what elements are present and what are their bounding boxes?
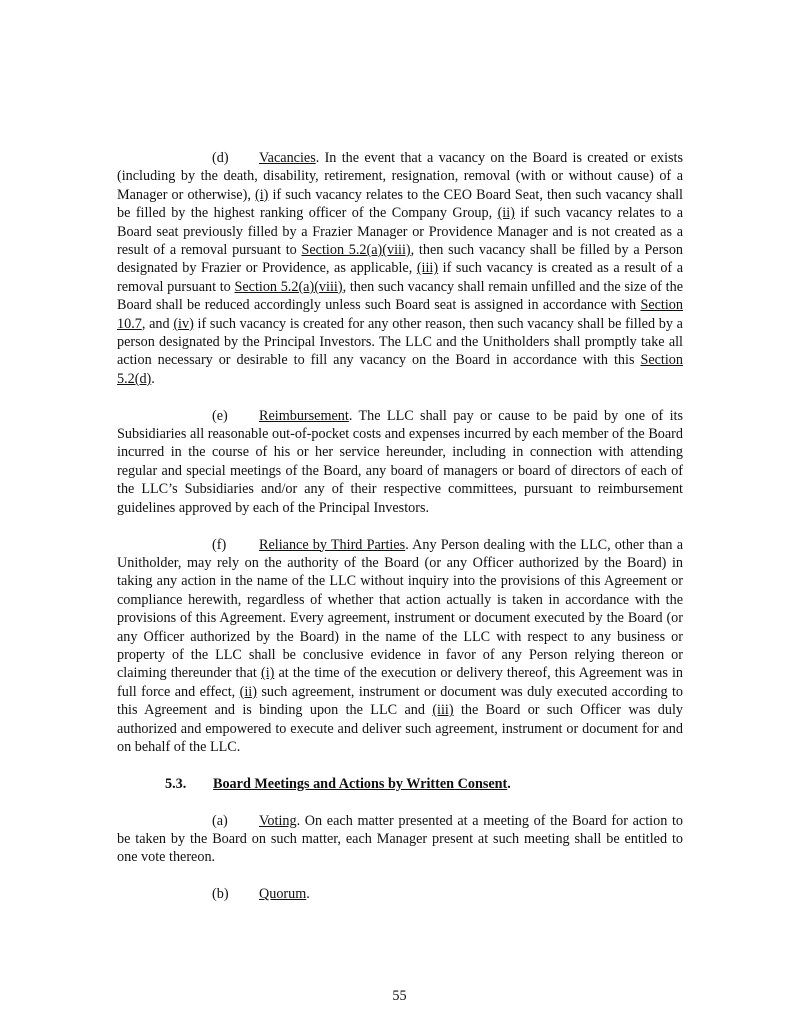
clause-marker: (i) xyxy=(254,186,269,203)
paragraph-a-voting xyxy=(117,812,683,867)
section-title: Board Meetings and Actions by Written Consent xyxy=(213,775,508,792)
section-number: 5.3. xyxy=(165,775,187,792)
document-body xyxy=(117,149,683,922)
paragraph-heading: Voting xyxy=(259,812,297,829)
clause-marker: (iii) xyxy=(416,260,439,277)
paragraph-text: . xyxy=(151,370,155,387)
paragraph-text: . In the event that a vacancy on the Board is created or exists (including by the death, disability, retirement, resignation, removal (with or without cause) of a Manager or otherwise), xyxy=(117,150,683,203)
paragraph-text: if such vacancy is created for any other reason, then such vacancy shall be filled by a person designated by the Principal Investors. The LLC and the Unitholders shall promptly take all action necessary or desirable to fill any vacancy on the Board in accordance with this xyxy=(117,315,683,369)
paragraph-heading: Reimbursement xyxy=(259,407,349,424)
section-reference: Section 5.2(a)(viii) xyxy=(234,278,343,295)
paragraph-text: . Any Person dealing with the LLC, other than a Unitholder, may rely on the authority of the Board (or any Officer authorized by the Board) in taking any action in the name of the LLC without inquiry into the provisions of this Agreement or compliance herewith, regardless of whether that action actually is taken in accordance with the provisions of this Agreement. Every agreement, instrument or document executed by the Board (or any Officer authorized by the Board) in the name of the LLC with respect to any business or property of the LLC shall be conclusive evidence in favor of any Person relying thereon or claiming thereunder that xyxy=(117,536,683,682)
section-reference: Section 5.2(a)(viii) xyxy=(301,242,411,259)
paragraph-d-vacancies xyxy=(117,149,683,388)
clause-marker: (iv) xyxy=(173,315,194,332)
paragraph-heading: Vacancies xyxy=(259,150,316,166)
paragraph-text: the Board or such Officer was duly authorized and empowered to execute and deliver such agreement, instrument or document for and on behalf of the LLC. xyxy=(117,702,683,755)
section-heading xyxy=(117,775,683,793)
clause-marker: (iii) xyxy=(432,702,454,719)
paragraph-text: if such vacancy relates to the CEO Board Seat, then such vacancy shall be filled by the highest ranking officer of the Company Group, xyxy=(117,186,683,222)
clause-marker: (ii) xyxy=(239,683,257,700)
paragraph-marker: (e) xyxy=(212,407,228,424)
paragraph-text: , then such vacancy shall be filled by a Person designated by Frazier or Providence, as applicable, xyxy=(117,242,684,277)
paragraph-f-reliance xyxy=(117,536,683,757)
page-number: 55 xyxy=(392,988,407,1004)
section-title-period: . xyxy=(507,775,511,792)
paragraph-b-quorum xyxy=(117,885,683,903)
paragraph-marker: (f) xyxy=(212,536,227,553)
paragraph-text: if such vacancy is created as a result of a removal pursuant to xyxy=(117,260,683,295)
paragraph-text: , and xyxy=(141,315,174,332)
paragraph-heading: Quorum xyxy=(259,886,307,903)
clause-marker: (i) xyxy=(260,665,275,682)
section-reference: Section 5.2(d) xyxy=(117,352,683,387)
paragraph-text: at the time of the execution or delivery thereof, this Agreement was in full force and effect, xyxy=(117,665,684,700)
clause-marker: (ii) xyxy=(497,205,515,222)
paragraph-text: . On each matter presented at a meeting of the Board for action to be taken by the Board on such matter, each Manager present at such meeting shall be entitled to one vote thereon. xyxy=(117,812,683,866)
paragraph-e-reimbursement xyxy=(117,407,683,517)
paragraph-text: . The LLC shall pay or cause to be paid by one of its Subsidiaries all reasonable out-of-pocket costs and expenses incurred by each member of the Board incurred in the course of his or her service hereunder, including in connection with attending regular and special meetings of the Board, any board of managers or board of directors of each of the LLC’s Subsidiaries and/or any of their respective committees, pursuant to reimbursement guidelines approved by each of the Principal Investors. xyxy=(117,407,683,516)
paragraph-heading: Reliance by Third Parties xyxy=(259,536,406,553)
paragraph-marker: (a) xyxy=(212,812,228,829)
paragraph-text: such agreement, instrument or document was duly executed according to this Agreement and is binding upon the LLC and xyxy=(117,683,684,719)
paragraph-marker: (d) xyxy=(212,150,229,166)
paragraph-text: , then such vacancy shall remain unfilled and the size of the Board shall be reduced accordingly unless such Board seat is assigned in accordance with xyxy=(117,278,683,314)
paragraph-marker: (b) xyxy=(212,886,229,903)
paragraph-text: . xyxy=(306,886,310,903)
paragraph-text: if such vacancy relates to a Board seat previously filled by a Frazier Manager or Providence Manager and is not created as a result of a removal pursuant to xyxy=(117,205,683,259)
section-reference: Section 10.7 xyxy=(117,297,683,332)
